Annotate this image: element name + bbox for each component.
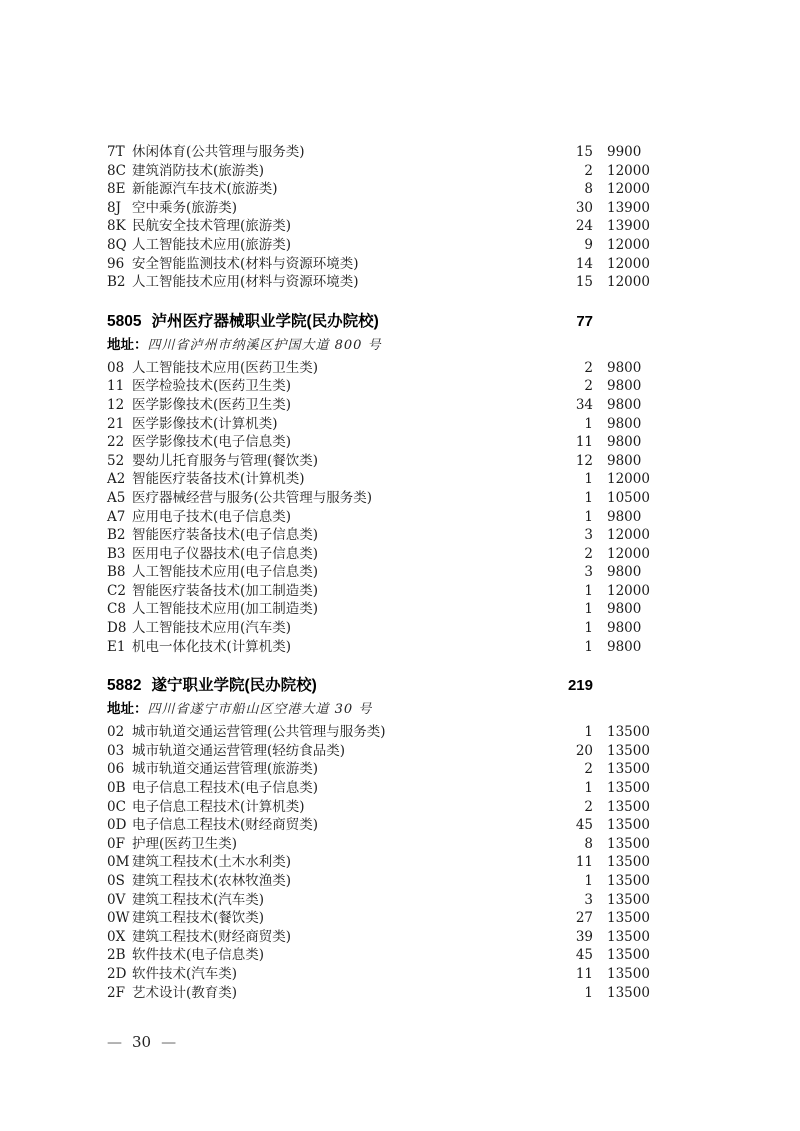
program-fee: 12000 xyxy=(607,527,650,544)
program-row xyxy=(107,981,659,1000)
program-count: 1 xyxy=(584,873,593,889)
program-row xyxy=(107,795,659,814)
program-name: 医学影像技术(计算机类) xyxy=(132,415,278,432)
program-name: 艺术设计(教育类) xyxy=(132,984,238,1001)
program-count: 2 xyxy=(584,798,593,815)
program-count: 3 xyxy=(584,527,593,544)
program-name: 医学影像技术(医药卫生类) xyxy=(132,396,292,413)
program-fee: 9800 xyxy=(607,620,642,637)
college-address xyxy=(107,333,659,352)
college-code: 5805 xyxy=(107,312,142,330)
college-name: 遂宁职业学院(民办院校) xyxy=(151,677,317,695)
program-count: 1 xyxy=(584,620,593,637)
college-section xyxy=(107,140,659,289)
program-fee: 13500 xyxy=(607,910,650,927)
program-code: A7 xyxy=(107,508,126,525)
program-code: A5 xyxy=(107,489,126,506)
program-count: 30 xyxy=(575,199,593,216)
program-rows xyxy=(107,356,659,654)
program-name: 建筑工程技术(土木水利类) xyxy=(132,854,292,871)
program-row xyxy=(107,757,659,776)
program-name: 机电一体化技术(计算机类) xyxy=(132,638,292,655)
program-count: 15 xyxy=(575,144,593,160)
program-name: 建筑工程技术(餐饮类) xyxy=(132,910,265,927)
program-fee: 13900 xyxy=(607,218,650,235)
program-row xyxy=(107,356,659,375)
program-row xyxy=(107,813,659,832)
program-name: 民航安全技术管理(旅游类) xyxy=(132,218,292,235)
program-row xyxy=(107,616,659,635)
program-count: 39 xyxy=(575,928,593,945)
program-row xyxy=(107,739,659,758)
program-name: 休闲体育(公共管理与服务类) xyxy=(132,144,305,160)
program-fee: 13500 xyxy=(607,724,650,741)
program-row xyxy=(107,579,659,598)
program-name: 智能医疗装备技术(加工制造类) xyxy=(132,582,319,599)
program-name: 建筑工程技术(汽车类) xyxy=(132,891,265,908)
program-row xyxy=(107,560,659,579)
program-row xyxy=(107,140,659,159)
program-name: 新能源汽车技术(旅游类) xyxy=(132,181,278,198)
program-code: 2B xyxy=(107,947,126,964)
program-row xyxy=(107,943,659,962)
program-row xyxy=(107,467,659,486)
program-code: 8E xyxy=(107,181,126,198)
program-row xyxy=(107,925,659,944)
program-code: 0F xyxy=(107,835,125,852)
program-row xyxy=(107,214,659,233)
program-code: 0V xyxy=(107,891,126,908)
program-fee: 9800 xyxy=(607,359,642,376)
college-address xyxy=(107,697,659,716)
program-code: B8 xyxy=(107,564,126,581)
college-code: 5882 xyxy=(107,677,142,695)
program-count: 1 xyxy=(584,489,593,506)
program-fee: 12000 xyxy=(607,236,650,253)
program-name: 软件技术(电子信息类) xyxy=(132,947,265,964)
program-row xyxy=(107,412,659,431)
program-fee: 9800 xyxy=(607,434,642,451)
program-row xyxy=(107,449,659,468)
program-code: 12 xyxy=(107,396,125,413)
program-code: 0B xyxy=(107,780,126,797)
program-code: 0D xyxy=(107,817,127,834)
program-row xyxy=(107,888,659,907)
program-fee: 13500 xyxy=(607,761,650,778)
program-name: 安全智能监测技术(材料与资源环境类) xyxy=(132,255,359,272)
program-count: 45 xyxy=(575,817,593,834)
program-fee: 13500 xyxy=(607,891,650,908)
program-count: 14 xyxy=(575,255,593,272)
program-row xyxy=(107,177,659,196)
program-fee: 9800 xyxy=(607,564,642,581)
program-fee: 13500 xyxy=(607,947,650,964)
program-fee: 9800 xyxy=(607,452,642,469)
admissions-list xyxy=(107,140,659,999)
program-name: 医学检验技术(医药卫生类) xyxy=(132,378,292,395)
program-name: 人工智能技术应用(旅游类) xyxy=(132,236,292,253)
program-name: 应用电子技术(电子信息类) xyxy=(132,508,292,525)
program-name: 电子信息工程技术(财经商贸类) xyxy=(132,817,319,834)
program-rows xyxy=(107,720,659,999)
program-name: 人工智能技术应用(汽车类) xyxy=(132,620,292,637)
program-count: 27 xyxy=(575,910,593,927)
program-count: 2 xyxy=(584,378,593,395)
program-code: 8K xyxy=(107,218,126,235)
program-name: 智能医疗装备技术(电子信息类) xyxy=(132,527,319,544)
program-row xyxy=(107,850,659,869)
program-fee: 12000 xyxy=(607,162,650,179)
program-code: 21 xyxy=(107,415,125,432)
college-header xyxy=(107,673,659,695)
program-count: 20 xyxy=(575,742,593,759)
program-fee: 9800 xyxy=(607,396,642,413)
program-count: 1 xyxy=(584,508,593,525)
program-name: 人工智能技术应用(材料与资源环境类) xyxy=(132,274,359,291)
program-name: 软件技术(汽车类) xyxy=(132,965,238,982)
college-total: 219 xyxy=(567,677,593,695)
program-name: 电子信息工程技术(电子信息类) xyxy=(132,780,319,797)
page-number: 30 xyxy=(132,1033,152,1051)
program-count: 11 xyxy=(575,854,593,871)
program-count: 15 xyxy=(575,274,593,291)
program-code: 03 xyxy=(107,742,125,759)
program-name: 医用电子仪器技术(电子信息类) xyxy=(132,545,319,562)
program-name: 人工智能技术应用(加工制造类) xyxy=(132,601,319,618)
program-code: 8Q xyxy=(107,236,127,253)
program-code: 11 xyxy=(107,378,125,395)
program-count: 1 xyxy=(584,415,593,432)
address-label: 地址： xyxy=(107,336,148,352)
program-row xyxy=(107,962,659,981)
college-section xyxy=(107,309,659,654)
program-name: 护理(医药卫生类) xyxy=(132,835,238,852)
program-code: 0S xyxy=(107,873,125,889)
program-fee: 9800 xyxy=(607,415,642,432)
program-fee: 12000 xyxy=(607,274,650,291)
program-code: E1 xyxy=(107,638,126,655)
footer-right-dash: — xyxy=(161,1033,177,1051)
program-row xyxy=(107,597,659,616)
program-code: 52 xyxy=(107,452,125,469)
footer-left-dash: — xyxy=(107,1033,122,1051)
program-count: 1 xyxy=(584,724,593,741)
program-fee: 12000 xyxy=(607,582,650,599)
program-code: 7T xyxy=(107,144,125,160)
program-count: 3 xyxy=(584,891,593,908)
program-fee: 12000 xyxy=(607,471,650,488)
program-count: 1 xyxy=(584,582,593,599)
program-count: 8 xyxy=(584,835,593,852)
program-row xyxy=(107,233,659,252)
program-fee: 9800 xyxy=(607,508,642,525)
program-name: 建筑消防技术(旅游类) xyxy=(132,162,265,179)
college-section xyxy=(107,673,659,999)
address-label: 地址： xyxy=(107,701,148,717)
program-fee: 13500 xyxy=(607,817,650,834)
college-total: 77 xyxy=(576,312,593,330)
program-row xyxy=(107,832,659,851)
program-code: 96 xyxy=(107,255,125,272)
program-fee: 13500 xyxy=(607,984,650,1001)
program-code: 8J xyxy=(107,199,122,216)
college-header xyxy=(107,309,659,331)
program-code: 2D xyxy=(107,965,127,982)
program-count: 2 xyxy=(584,761,593,778)
program-name: 婴幼儿托育服务与管理(餐饮类) xyxy=(132,452,319,469)
program-fee: 13500 xyxy=(607,742,650,759)
program-code: 0M xyxy=(107,854,130,871)
program-fee: 12000 xyxy=(607,255,650,272)
program-fee: 13500 xyxy=(607,965,650,982)
program-code: A2 xyxy=(107,471,126,488)
program-fee: 13500 xyxy=(607,928,650,945)
program-row xyxy=(107,635,659,654)
page-footer xyxy=(107,1033,176,1051)
program-count: 24 xyxy=(575,218,593,235)
program-name: 医疗器械经营与服务(公共管理与服务类) xyxy=(132,489,373,506)
program-code: 0C xyxy=(107,798,126,815)
program-name: 电子信息工程技术(计算机类) xyxy=(132,798,305,815)
program-code: 8C xyxy=(107,162,126,179)
program-name: 人工智能技术应用(医药卫生类) xyxy=(132,359,319,376)
program-count: 3 xyxy=(584,564,593,581)
program-count: 1 xyxy=(584,471,593,488)
program-count: 34 xyxy=(575,396,593,413)
program-row xyxy=(107,906,659,925)
program-fee: 13500 xyxy=(607,780,650,797)
program-code: B2 xyxy=(107,527,126,544)
program-code: B3 xyxy=(107,545,126,562)
program-code: 06 xyxy=(107,761,125,778)
program-rows xyxy=(107,140,659,289)
program-fee: 9800 xyxy=(607,601,642,618)
program-name: 智能医疗装备技术(计算机类) xyxy=(132,471,305,488)
program-row xyxy=(107,776,659,795)
program-fee: 13500 xyxy=(607,798,650,815)
program-name: 空中乘务(旅游类) xyxy=(132,199,238,216)
program-code: 22 xyxy=(107,434,125,451)
program-fee: 9800 xyxy=(607,638,642,655)
address-value: 四川省遂宁市船山区空港大道 30 号 xyxy=(147,702,373,718)
program-code: 0W xyxy=(107,910,130,927)
program-row xyxy=(107,430,659,449)
program-count: 1 xyxy=(584,601,593,618)
program-count: 8 xyxy=(584,181,593,198)
program-count: 12 xyxy=(575,452,593,469)
program-name: 城市轨道交通运营管理(公共管理与服务类) xyxy=(132,724,386,741)
program-fee: 12000 xyxy=(607,545,650,562)
program-name: 建筑工程技术(农林牧渔类) xyxy=(132,873,292,889)
college-name: 泸州医疗器械职业学院(民办院校) xyxy=(151,312,379,330)
program-count: 2 xyxy=(584,162,593,179)
program-row xyxy=(107,393,659,412)
program-fee: 12000 xyxy=(607,181,650,198)
program-fee: 9800 xyxy=(607,378,642,395)
program-row xyxy=(107,505,659,524)
program-fee: 13900 xyxy=(607,199,650,216)
program-code: C8 xyxy=(107,601,126,618)
program-count: 11 xyxy=(575,965,593,982)
program-count: 1 xyxy=(584,984,593,1001)
program-row xyxy=(107,252,659,271)
program-name: 城市轨道交通运营管理(轻纺食品类) xyxy=(132,742,346,759)
program-count: 45 xyxy=(575,947,593,964)
program-row xyxy=(107,720,659,739)
program-name: 城市轨道交通运营管理(旅游类) xyxy=(132,761,319,778)
program-row xyxy=(107,523,659,542)
program-row xyxy=(107,374,659,393)
program-code: C2 xyxy=(107,582,126,599)
program-count: 1 xyxy=(584,780,593,797)
program-name: 医学影像技术(电子信息类) xyxy=(132,434,292,451)
program-name: 建筑工程技术(财经商贸类) xyxy=(132,928,292,945)
program-count: 1 xyxy=(584,638,593,655)
program-fee: 13500 xyxy=(607,854,650,871)
program-code: 02 xyxy=(107,724,125,741)
program-fee: 13500 xyxy=(607,835,650,852)
program-count: 2 xyxy=(584,545,593,562)
program-row xyxy=(107,196,659,215)
program-name: 人工智能技术应用(电子信息类) xyxy=(132,564,319,581)
program-fee: 10500 xyxy=(607,489,650,506)
program-fee: 9900 xyxy=(607,144,642,160)
program-row xyxy=(107,486,659,505)
program-count: 11 xyxy=(575,434,593,451)
program-fee: 13500 xyxy=(607,873,650,889)
program-code: D8 xyxy=(107,620,127,637)
program-row xyxy=(107,270,659,289)
program-code: 0X xyxy=(107,928,126,945)
program-code: 2F xyxy=(107,984,125,1001)
program-count: 2 xyxy=(584,359,593,376)
program-code: B2 xyxy=(107,274,126,291)
program-row xyxy=(107,542,659,561)
program-row xyxy=(107,869,659,888)
program-code: 08 xyxy=(107,359,125,376)
program-count: 9 xyxy=(584,236,593,253)
program-row xyxy=(107,159,659,178)
address-value: 四川省泸州市纳溪区护国大道 800 号 xyxy=(147,337,382,353)
